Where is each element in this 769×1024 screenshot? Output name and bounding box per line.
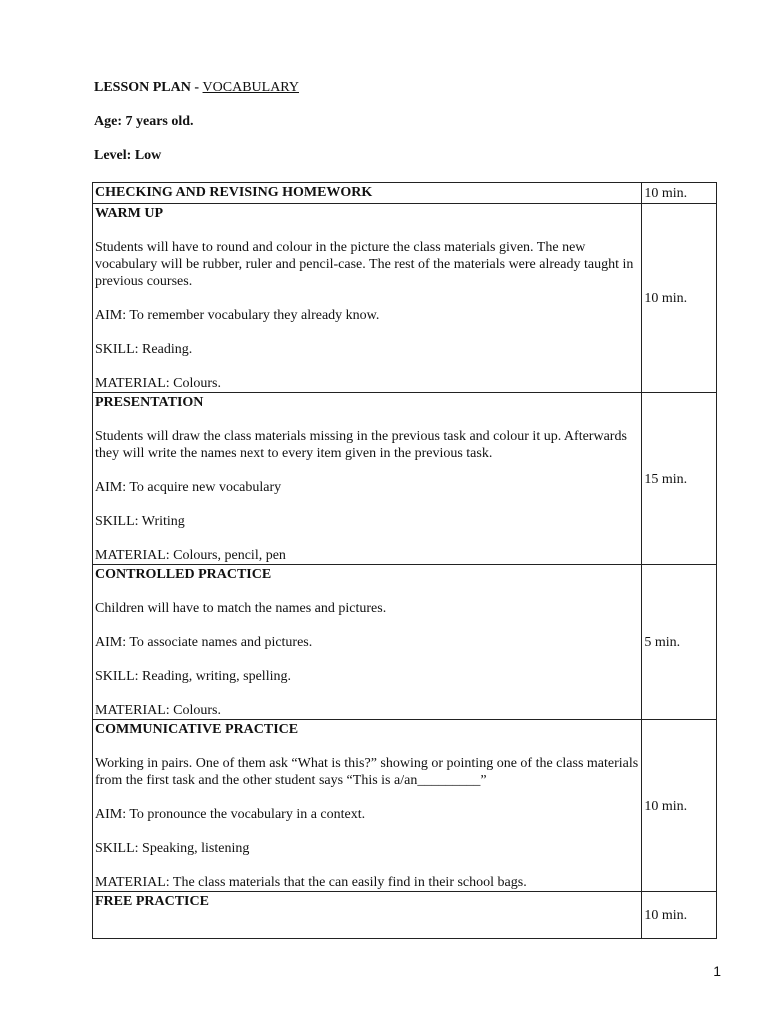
section-title-warm-up: WARM UP <box>95 206 164 221</box>
title-topic: VOCABULARY <box>202 80 299 95</box>
page-title <box>94 80 299 96</box>
presentation-description: Students will draw the class materials missing in the previous task and colour it up. Afterwards they will write the names next to every item given in the previous task. <box>95 429 627 461</box>
time-controlled-practice: 5 min. <box>642 565 717 720</box>
presentation-material: MATERIAL: Colours, pencil, pen <box>95 548 286 563</box>
controlled-practice-description: Children will have to match the names and pictures. <box>95 601 387 616</box>
level-line: Level: Low <box>94 148 162 163</box>
page-number: 1 <box>713 963 721 979</box>
lesson-plan-table <box>92 182 717 939</box>
presentation-aim: AIM: To acquire new vocabulary <box>95 480 282 495</box>
controlled-practice-material: MATERIAL: Colours. <box>95 703 221 718</box>
table-row-controlled-practice <box>93 565 717 720</box>
section-title-homework: CHECKING AND REVISING HOMEWORK <box>95 185 373 200</box>
section-title-presentation: PRESENTATION <box>95 395 204 410</box>
communicative-practice-description: Working in pairs. One of them ask “What is this?” showing or pointing one of the class materials from the first task and the other student says “This is a/an_________” <box>95 756 639 788</box>
section-title-free-practice: FREE PRACTICE <box>95 894 209 909</box>
warm-up-description: Students will have to round and colour in the picture the class materials given. The new vocabulary will be rubber, ruler and pencil-case. The rest of the materials were already taught in previous courses. <box>95 240 634 289</box>
time-free-practice: 10 min. <box>642 892 717 939</box>
time-homework: 10 min. <box>642 183 717 204</box>
presentation-skill: SKILL: Writing <box>95 514 185 529</box>
title-prefix: LESSON PLAN - <box>94 80 203 95</box>
time-presentation: 15 min. <box>642 393 717 565</box>
communicative-practice-skill: SKILL: Speaking, listening <box>95 841 250 856</box>
time-communicative-practice: 10 min. <box>642 720 717 892</box>
section-title-communicative-practice: COMMUNICATIVE PRACTICE <box>95 722 299 737</box>
communicative-practice-aim: AIM: To pronounce the vocabulary in a context. <box>95 807 366 822</box>
warm-up-material: MATERIAL: Colours. <box>95 376 221 391</box>
warm-up-skill: SKILL: Reading. <box>95 342 193 357</box>
warm-up-aim: AIM: To remember vocabulary they already know. <box>95 308 380 323</box>
communicative-practice-material: MATERIAL: The class materials that the can easily find in their school bags. <box>95 875 527 890</box>
table-row-homework <box>93 183 717 204</box>
controlled-practice-aim: AIM: To associate names and pictures. <box>95 635 313 650</box>
controlled-practice-skill: SKILL: Reading, writing, spelling. <box>95 669 291 684</box>
table-row-free-practice <box>93 892 717 939</box>
table-row-warm-up <box>93 204 717 393</box>
section-title-controlled-practice: CONTROLLED PRACTICE <box>95 567 272 582</box>
age-line: Age: 7 years old. <box>94 114 194 129</box>
table-row-communicative-practice <box>93 720 717 892</box>
time-warm-up: 10 min. <box>642 204 717 393</box>
table-row-presentation <box>93 393 717 565</box>
